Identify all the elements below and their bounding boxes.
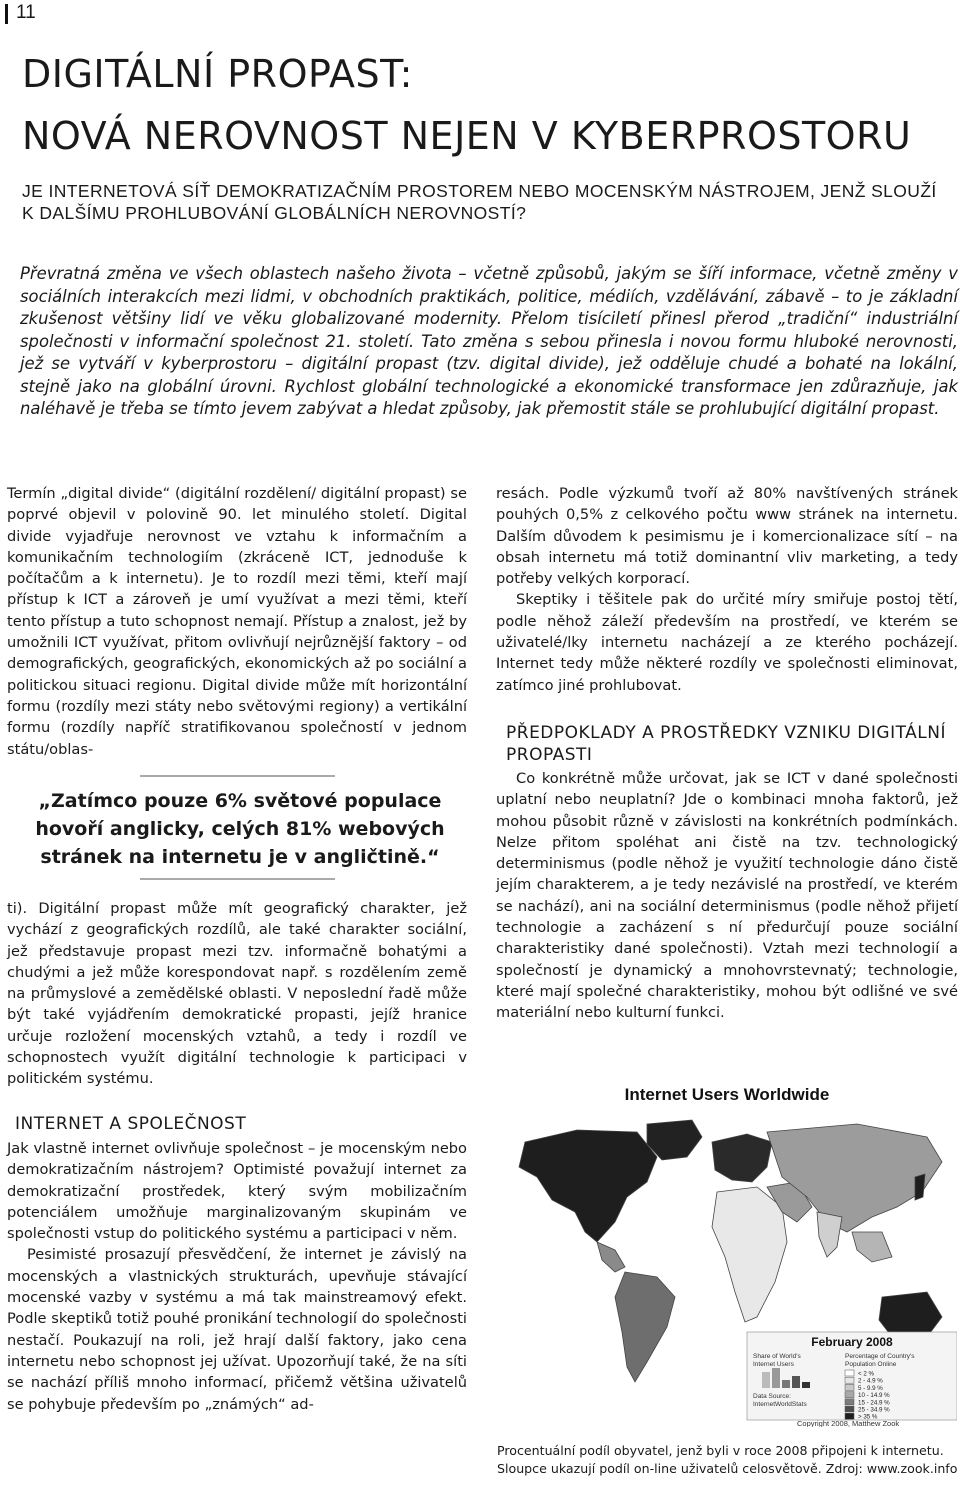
legend-right-head-2: Population Online [845, 1361, 897, 1368]
data-source-label: Data Source: [753, 1393, 791, 1400]
column-left-middle [7, 898, 467, 1090]
column-left-bottom [7, 1138, 467, 1415]
section-heading-predpoklady: PŘEDPOKLADY A PROSTŘEDKY VZNIKU DIGITÁLNÍ PROPASTI [506, 723, 946, 765]
paragraph: resách. Podle výzkumů tvoří až 80% navštívených stránek pouhých 0,5% z celkového počtu www stránek na internetu. Dalším důvodem k pesimismu je i komercionalizace sítí – na obsah internetu má totiž dominantní vliv marketing, a tedy potřeby velkých korporací. [496, 485, 958, 588]
section-heading-internet: INTERNET A SPOLEČNOST [15, 1114, 247, 1134]
title-line-1: DIGITÁLNÍ PROPAST: [22, 52, 413, 96]
column-right-top [496, 483, 958, 696]
legend-bar [772, 1368, 780, 1388]
legend-left-head-1: Share of World's [753, 1353, 801, 1360]
column-right-middle [496, 768, 958, 1024]
quote-rule-bottom [140, 878, 335, 880]
legend-bar [792, 1376, 800, 1388]
legend-label: 25 - 34.9 % [858, 1406, 890, 1414]
quote-rule-top [140, 775, 335, 777]
legend-label: 5 - 9.9 % [858, 1384, 883, 1392]
legend-bar [802, 1382, 810, 1388]
subtitle: JE INTERNETOVÁ SÍŤ DEMOKRATIZAČNÍM PROSTOREM NEBO MOCENSKÝM NÁSTROJEM, JENŽ SLOUŽÍ K DALŠÍMU PROHLUBOVÁNÍ GLOBÁLNÍCH NEROVNOSTÍ? [22, 181, 937, 223]
legend-bar [762, 1372, 770, 1388]
legend-left-head-2: Internet Users [753, 1361, 794, 1368]
title-line-2: NOVÁ NEROVNOST NEJEN V KYBERPROSTORU [22, 114, 912, 158]
legend-swatch [845, 1384, 854, 1390]
map-title: Internet Users Worldwide [624, 1085, 830, 1104]
paragraph: Co konkrétně může určovat, jak se ICT v dané společnosti uplatní nebo neuplatní? Jde o kombinaci mnoha faktorů, jež mohou působit různě v závislosti na konkrétních podmínkách. Nelze přitom spoléhat ani čistě na tzv. technologický determinismus (podle něhož je využití technologie dáno čistě jejím charakterem, a je tedy nezávislé na prostředí, ve kterém se nachází), ani na sociální determinismus (podle něhož přijetí technologie a zacházení s ní předurčují pouze sociální charakteristiky dané společnosti). Vztah mezi technologií a společností je dynamický a mnohovrstevnatý; technologie, které mají společné charakteristiky, mohou být odlišné ve své materiální nebo kulturní funkci. [496, 770, 958, 1022]
intro-paragraph: Převratná změna ve všech oblastech našeho života – včetně způsobů, jakým se šíří informace, včetně změny v sociálních interakcích mezi lidmi, v obchodních praktikách, politice, médiích, vzdělávání, zábavě – to je základní zkušenost většiny lidí ve věku globalizované modernity. Přelom tisíciletí přinesl přerod „tradiční“ industriální společnosti v informační společnost 21. století. Tato změna s sebou přinesla i novou formu hluboké nerovnosti, jež se vytváří v kyberprostoru – digitální propast (tzv. digital divide), jež odděluje chudé a bohaté na lokální, stejně jako na globální úrovni. Rychlost globální technologické a ekonomické transformace jen zdůrazňuje, jak naléhavě je třeba se tímto jevem zabývat a hledat způsoby, jak přemostit stále se prohlubující digitální propast. [20, 264, 958, 418]
pull-quote: „Zatímco pouze 6% světové populace hovoří anglicky, celých 81% webových stránek na internetu je v angličtině.“ [35, 790, 445, 868]
legend-label: 10 - 14.9 % [858, 1392, 890, 1400]
legend-label: > 35 % [858, 1413, 878, 1421]
page-marker-bar [5, 4, 8, 24]
legend-label: < 2 % [858, 1370, 874, 1378]
data-source: InternetWorldStats [753, 1401, 807, 1408]
paragraph: Jak vlastně internet ovlivňuje společnost – je mocenským nebo demokratizačním nástrojem? Optimisté považují internet za demokratizační prostředek, který svým mobilizačním potenciálem umožňuje marginalizovaným skupinám ve společnosti vstup do politického systému a participaci v něm. [7, 1140, 467, 1243]
figure-caption: Procentuální podíl obyvatel, jenž byli v roce 2008 připojeni k internetu. Sloupce ukazují podíl on-line uživatelů celosvětově. Zdroj: www.zook.info [497, 1443, 958, 1476]
legend-label: 2 - 4.9 % [858, 1377, 883, 1385]
legend-right-head-1: Percentage of Country's [845, 1353, 915, 1360]
legend-swatch [845, 1399, 854, 1405]
legend-swatch [845, 1406, 854, 1412]
legend-label: 15 - 24.9 % [858, 1399, 890, 1407]
legend-swatch [845, 1392, 854, 1398]
map-copyright: Copyright 2008, Matthew Zook [797, 1419, 900, 1427]
map-date: February 2008 [811, 1335, 893, 1349]
legend-swatch [845, 1377, 854, 1383]
world-map-figure [497, 1082, 957, 1427]
column-left-top [7, 483, 467, 760]
paragraph: Skeptiky i těšitele pak do určité míry smiřuje postoj tětí, podle něhož záleží především na prostředí, ve kterém se uživatelé/lky internetu nacházejí a ze kterého pocházejí. Internet tedy může některé rozdíly ve společnosti eliminovat, zatímco jiné prohlubovat. [496, 591, 958, 694]
paragraph: ti). Digitální propast může mít geografický charakter, jež vychází z geografických rozdílů, ale také charakter sociální, jež představuje propast mezi tzv. informačně bohatými a chudými a jež může korespondovat např. s rozdělením země na průmyslové a zemědělské oblasti. V neposlední řadě může být také vyjádřením demokratické propasti, jejíž hranice určuje rozložení mocenských vztahů, a tedy i rozdíl ve schopnostech využít digitální technologie k participaci v politickém systému. [7, 900, 467, 1088]
legend-swatch [845, 1370, 854, 1376]
page-number: 11 [16, 2, 36, 23]
legend-bar [782, 1380, 790, 1388]
paragraph: Pesimisté prosazují přesvědčení, že internet je závislý na mocenských a vlastnických strukturách, upevňuje stávající mocenské vazby v systému a má tak mainstreamový efekt. Podle skeptiků totiž pouhé pronikání technologií do společnosti nestačí. Poukazují na roli, jež hrají další faktory, jako cena internetu nebo schopnost jej užívat. Upozorňují také, že na síti se nachází příliš mnoho informací, přičemž většina uživatelů se pohybuje především po „známých“ ad- [7, 1246, 467, 1413]
paragraph: Termín „digital divide“ (digitální rozdělení/ digitální propast) se poprvé objevil v polovině 90. let minulého století. Digital divide vyjadřuje nerovnost ve vztahu k informačním a komunikačním technologiím (zkráceně ICT, jednoduše k počítačům a k internetu). Je to rozdíl mezi těmi, kteří mají přístup k ICT a zároveň je umí využívat a mezi těmi, kteří tento přístup a tuto schopnost nemají. Přístup a znalost, jež by umožnili ICT využívat, přitom ovlivňují nejrůznější faktory – od demografických, geografických, ekonomických až po sociální a politickou situaci regionu. Digital divide může mít horizontální formu (rozdíly mezi státy nebo světovými regiony) a vertikální formu (rozdíly napříč stratifikovanou společností v jednom státu/oblas- [7, 485, 467, 758]
world-map-svg [497, 1082, 957, 1427]
